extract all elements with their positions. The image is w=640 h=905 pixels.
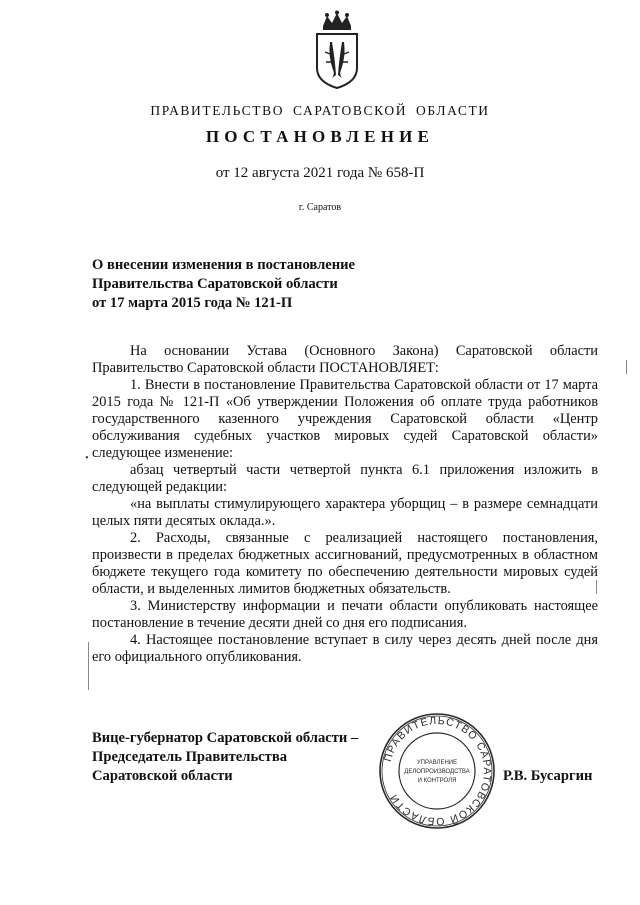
body-paragraph-item-1-quote: «на выплаты стимулирующего характера уборщиц – в размере семнадцати целых пяти десятых оклада.». xyxy=(92,496,598,529)
document-city: г. Саратов xyxy=(298,202,342,213)
body-paragraph-item-1: 1. Внести в постановление Правительства Саратовской области от 17 марта 2015 года № 121-П «Об утверждении Положения об оплате труда работников государственного казенного учреждения Саратовской области «Центр обслуживания судебных участков мировых судей Саратовской области» следующее изменение: xyxy=(92,377,598,461)
scan-artifact-line xyxy=(626,360,627,374)
subject-line: О внесении изменения в постановление xyxy=(92,257,356,273)
signatory-position-line: Саратовской области xyxy=(92,768,233,784)
body-paragraph-intro: На основании Устава (Основного Закона) Саратовской области Правительство Саратовской области ПОСТАНОВЛЯЕТ: xyxy=(92,343,598,376)
government-name: ПРАВИТЕЛЬСТВО САРАТОВСКОЙ ОБЛАСТИ xyxy=(150,103,490,118)
subject-line: от 17 марта 2015 года № 121-П xyxy=(92,295,293,311)
stamp-inner-line: ДЕЛОПРОИЗВОДСТВА xyxy=(404,769,470,775)
document-date-number: от 12 августа 2021 года № 658-П xyxy=(215,165,425,181)
document-subject xyxy=(92,256,412,313)
signatory-name: Р.В. Бусаргин xyxy=(503,768,593,784)
official-stamp xyxy=(378,712,496,830)
body-paragraph-item-1-sub: абзац четвертый части четвертой пункта 6.1 приложения изложить в следующей редакции: xyxy=(92,462,598,495)
stamp-inner-line: УПРАВЛЕНИЕ xyxy=(416,760,458,766)
document-type-title: ПОСТАНОВЛЕНИЕ xyxy=(205,127,435,146)
body-paragraph-item-4: 4. Настоящее постановление вступает в силу через десять дней после дня его официального опубликования. xyxy=(92,632,598,665)
signatory-position-line: Вице-губернатор Саратовской области – xyxy=(92,730,359,746)
scan-artifact-line xyxy=(596,580,597,594)
signatory-position-line: Председатель Правительства xyxy=(92,749,288,765)
margin-bullet-mark: • xyxy=(85,452,89,464)
scan-artifact-line xyxy=(88,642,89,690)
stamp-inner-line: И КОНТРОЛЯ xyxy=(417,778,457,784)
signatory-position xyxy=(92,729,372,786)
document-body xyxy=(92,343,598,666)
body-paragraph-item-3: 3. Министерству информации и печати области опубликовать настоящее постановление в течение десяти дней со дня его подписания. xyxy=(92,598,598,631)
coat-of-arms-emblem xyxy=(311,10,363,90)
body-paragraph-item-2: 2. Расходы, связанные с реализацией настоящего постановления, произвести в пределах бюджетных ассигнований, предусмотренных в областном бюджете текущего года комитету по обеспечению деятельности мировых судей области, и выделенных лимитов бюджетных обязательств. xyxy=(92,530,598,597)
subject-line: Правительства Саратовской области xyxy=(92,276,338,292)
stamp-outer-text: ПРАВИТЕЛЬСТВО САРАТОВСКОЙ ОБЛАСТИ xyxy=(381,714,494,828)
